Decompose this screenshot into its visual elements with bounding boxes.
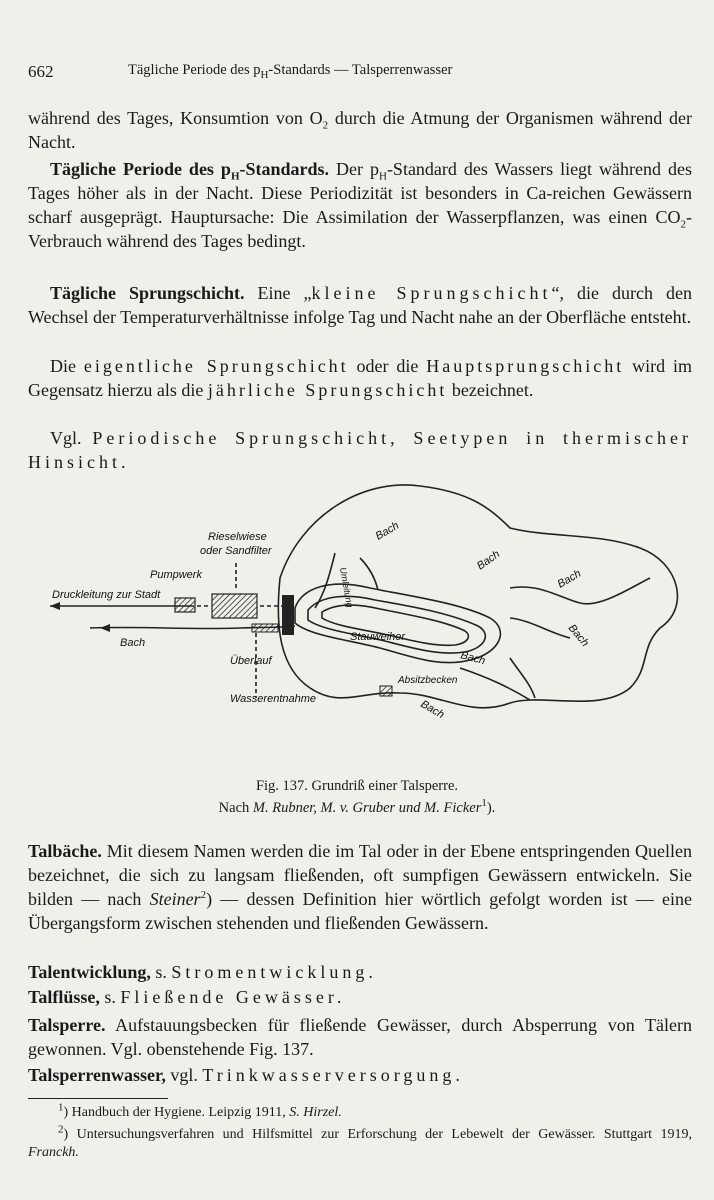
footnote-rule (28, 1098, 168, 1099)
entry-headword: Talbäche. (28, 841, 102, 861)
figure-source: Nach M. Rubner, M. v. Gruber und M. Ficker$^1$). (218, 797, 496, 816)
label-bach-4: Bach (565, 622, 592, 650)
absitzbecken-block (380, 686, 392, 696)
paragraph-hauptsprungschicht: Die eigentliche Sprungschicht oder die Hauptsprungschicht wird im Gegensatz hierzu als die jährliche Sprungschicht bezeichnet. (28, 356, 692, 400)
entry-taegliche-periode: Tägliche Periode des $p_H$-Standards. Der $p_H$-Standard des Wassers liegt während des Tages höher als in der Nacht. Diese Periodizität ist besonders in Ca-reichen Gewässern scharf ausgeprägt. Hauptursache: Die Assimilation der Wasserpflanzen, was einen $CO_2$-Verbrauch während des Tages bedingt. (28, 159, 692, 251)
stream-right-2 (510, 618, 570, 638)
label-rieselwiese-2: oder Sandfilter (200, 545, 272, 557)
entry-headword: Talsperre. (28, 1015, 106, 1035)
entry-talsperrenwasser: Talsperrenwasser, vgl. Trinkwasserversorgung. (28, 1065, 464, 1085)
entry-talsperre: Talsperre. Aufstauungsbecken für fließende Gewässer, durch Absperrung von Tälern gewonnen. Vgl. obenstehende Fig. 137. (28, 1015, 692, 1059)
label-druckleitung: Druckleitung zur Stadt (52, 589, 161, 601)
entry-talbaeche: Talbäche. Mit diesem Namen werden die im Tal oder in der Ebene entspringenden Quellen bezeichnet, die sich zu langsam fließenden, oft sumpfigen Gewässern entwickeln. Sie bilden — nach Steiner$^2$) — dessen Definition hier wörtlich gefolgt worden ist — eine Übergangsform zwischen stehenden und fließenden Gewässern. (28, 841, 692, 933)
page-number: 662 (28, 62, 54, 81)
running-title: Tägliche Periode des $p_H$-Standards — Talsperrenwasser (128, 62, 453, 81)
paragraph-continuation: während des Tages, Konsumtion von $O_2$ durch die Atmung der Organismen während der Nacht. (28, 108, 692, 152)
entry-headword: Talflüsse, (28, 987, 100, 1007)
label-bach-2: Bach (474, 548, 503, 573)
stream-right-1 (510, 578, 650, 604)
stream-top (360, 558, 378, 590)
label-pumpwerk: Pumpwerk (150, 569, 202, 581)
stream-lower (510, 658, 535, 698)
label-umleitung: Umleitung (338, 566, 355, 609)
entry-headword: Talsperrenwasser, (28, 1065, 166, 1085)
label-rieselwiese-1: Rieselwiese (208, 531, 267, 543)
sandfilter-block (212, 594, 257, 618)
pumpwerk-block (175, 598, 195, 612)
label-absitzbecken: Absitzbecken (398, 675, 458, 686)
entry-taegliche-sprungschicht: Tägliche Sprungschicht. Eine „kleine Sprungschicht“, die durch den Wechsel der Temperaturverhältnisse infolge Tag und Nacht nahe an der Oberfläche entsteht. (28, 283, 693, 327)
figure-caption: Fig. 137. Grundriß einer Talsperre. (255, 778, 459, 794)
label-bach-6: Bach (418, 698, 447, 722)
entry-talentwicklung: Talentwicklung, s. Stromentwicklung. (28, 962, 377, 982)
label-bach-left: Bach (120, 637, 146, 649)
dam-wall (282, 595, 294, 635)
footnote-2: $^2$) Untersuchungsverfahren und Hilfsmittel zur Erforschung der Lebewelt der Gewässer. Stuttgart 1919, Franckh. (28, 1123, 692, 1160)
entry-headword: Tägliche Periode des $p_H$-Standards. (50, 159, 330, 183)
paragraph-cross-reference: Vgl. Periodische Sprungschicht, Seetypen in thermischer Hinsicht. (28, 428, 693, 472)
footnote-1: $^1$) Handbuch der Hygiene. Leipzig 1911, S. Hirzel. (58, 1101, 342, 1120)
ueberlauf-grate (252, 624, 278, 632)
label-stauweiher: Stauweiher (350, 631, 406, 643)
label-bach-1: Bach (373, 519, 402, 543)
entry-talfluesse: Talflüsse, s. Fließende Gewässer. (28, 987, 346, 1007)
entry-headword: Tägliche Sprungschicht. (50, 283, 245, 303)
label-ueberlauf: Überlauf (230, 655, 272, 667)
label-bach-3: Bach (555, 567, 584, 591)
talsperre-diagram (40, 478, 700, 728)
entry-headword: Talentwicklung, (28, 962, 151, 982)
stream-bottom (460, 668, 530, 700)
label-wasserentnahme: Wasserentnahme (230, 693, 317, 705)
label-bach-5: Bach (459, 649, 487, 668)
